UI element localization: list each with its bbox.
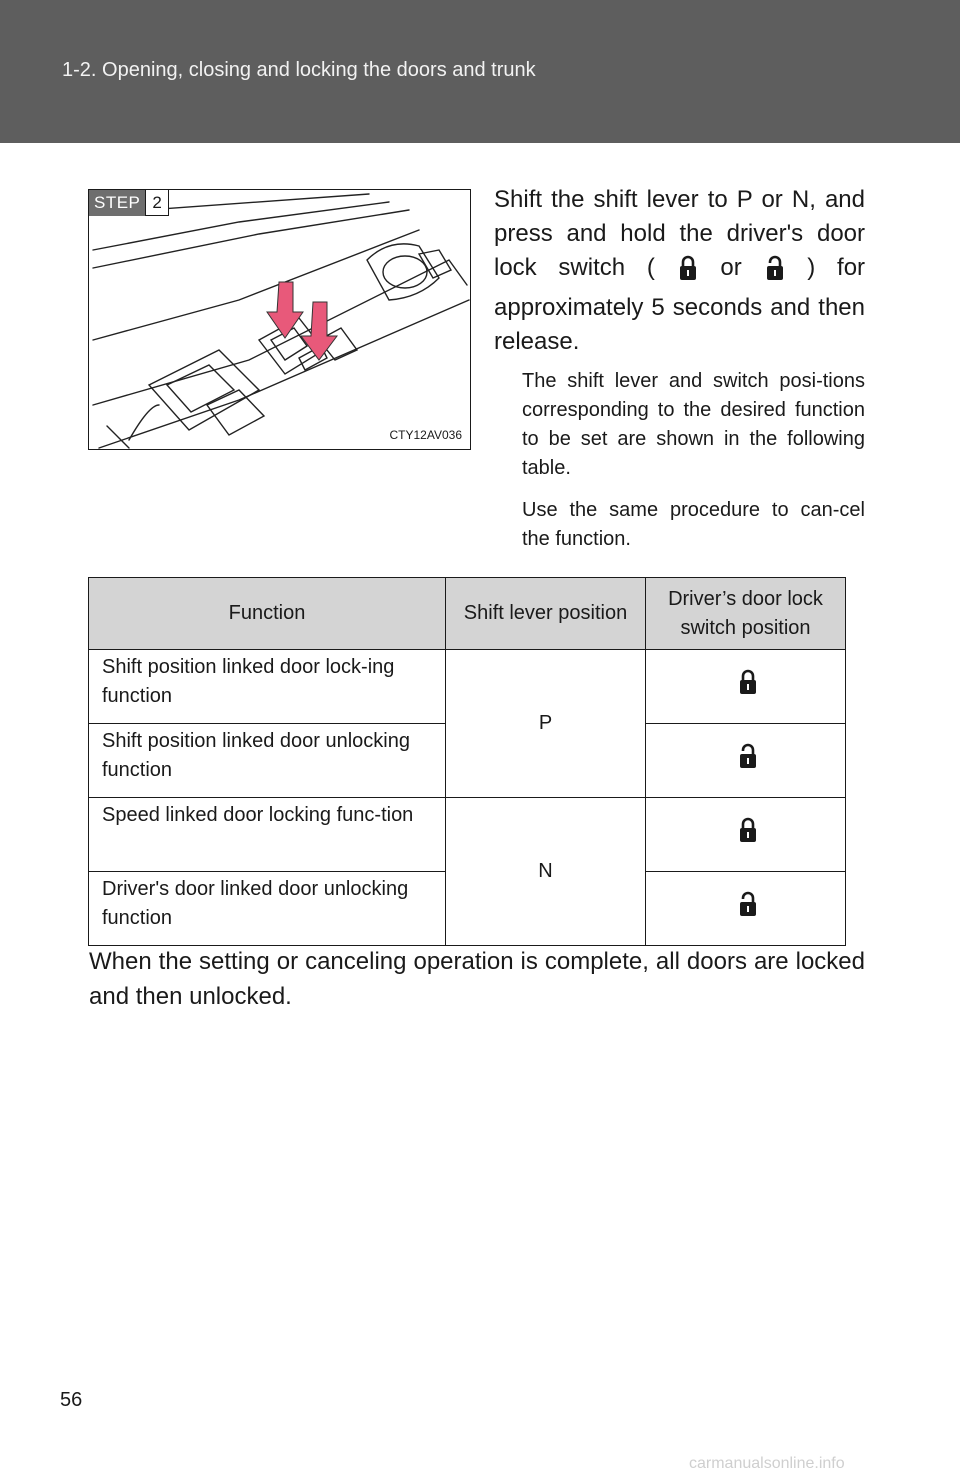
page-header — [0, 0, 960, 143]
lock-icon — [739, 669, 757, 695]
function-cell: Driver's door linked door unlocking function — [89, 872, 446, 946]
unlock-icon — [739, 891, 757, 917]
switch-cell — [646, 872, 846, 946]
note-table-explanation: The shift lever and switch posi-tions corresponding to the desired function to be set are shown in the following table. — [522, 370, 865, 479]
instruction-part-2: ) for approximately 5 seconds and then release. — [494, 254, 866, 355]
lock-icon — [739, 817, 757, 843]
main-instruction — [494, 183, 865, 359]
function-cell: Shift position linked door lock-ing function — [89, 650, 446, 724]
lock-icon — [679, 255, 697, 291]
note-cancel-procedure: Use the same procedure to can-cel the function. — [522, 499, 865, 550]
step-word: STEP — [89, 190, 145, 216]
figure-code: CTY12AV036 — [389, 428, 462, 442]
section-title: 1-2. Opening, closing and locking the doors and trunk — [62, 59, 536, 81]
function-cell: Shift position linked door unlocking function — [89, 724, 446, 798]
table-header-row — [89, 578, 846, 650]
closing-paragraph: When the setting or canceling operation is complete, all doors are locked and then unlocked. — [89, 948, 865, 1010]
shift-position-cell: N — [446, 798, 646, 946]
header-function: Function — [89, 578, 446, 650]
table-row — [89, 650, 846, 724]
watermark: carmanualsonline.info — [689, 1455, 845, 1472]
step-badge — [89, 190, 169, 216]
header-switch-position: Driver’s door lock switch position — [646, 578, 846, 650]
door-panel-drawing — [89, 190, 471, 450]
table-row — [89, 798, 846, 872]
unlock-icon — [766, 255, 784, 291]
shift-position-cell: P — [446, 650, 646, 798]
switch-cell — [646, 798, 846, 872]
instruction-part-1: Shift the shift lever to P or N, and press and hold the driver's door lock switch ( — [494, 186, 865, 281]
switch-cell — [646, 650, 846, 724]
step-number: 2 — [145, 190, 168, 216]
instruction-or: or — [720, 254, 742, 281]
function-cell: Speed linked door locking func-tion — [89, 798, 446, 872]
page-number: 56 — [60, 1389, 83, 1411]
switch-cell — [646, 724, 846, 798]
unlock-icon — [739, 743, 757, 769]
door-switch-illustration — [88, 189, 471, 450]
function-table — [88, 577, 846, 946]
header-shift-lever-position: Shift lever position — [446, 578, 646, 650]
